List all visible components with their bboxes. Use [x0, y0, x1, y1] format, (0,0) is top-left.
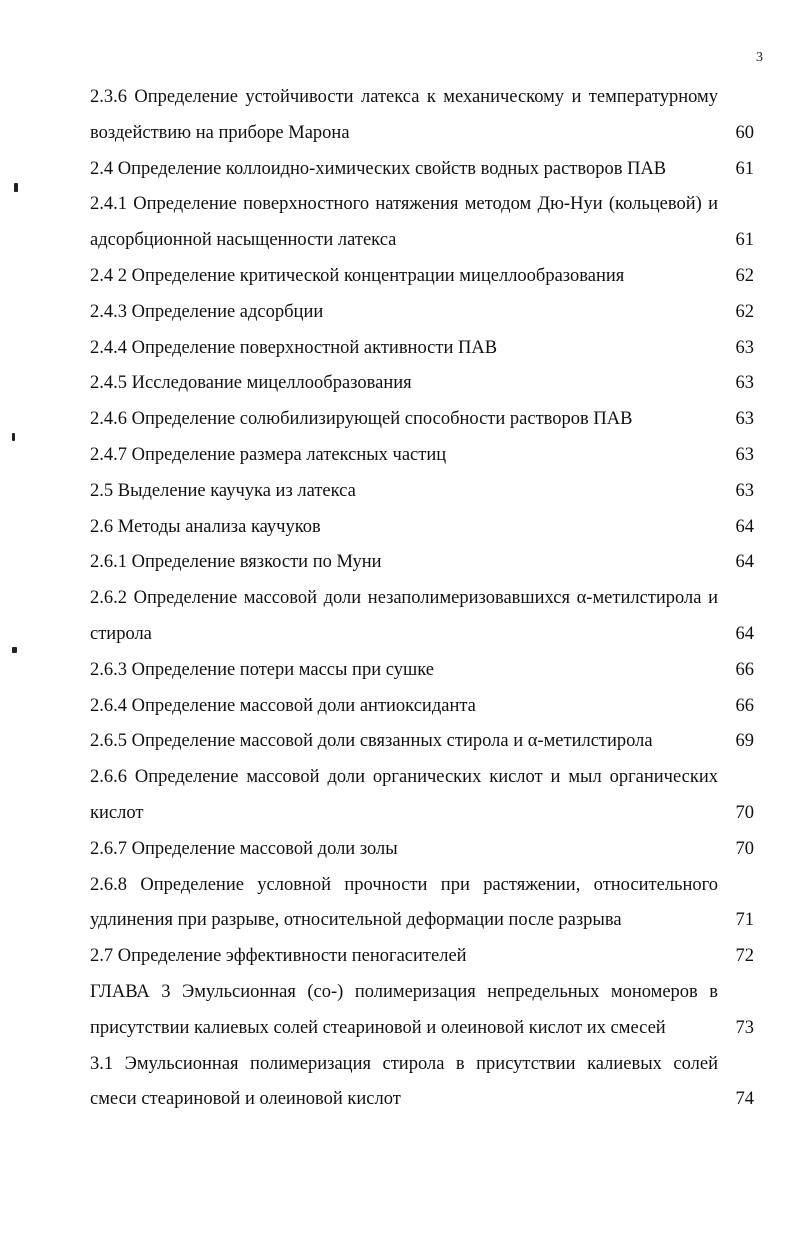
toc-entry-page: 62: [735, 265, 754, 286]
toc-entry-title: 2.6.6 Определение массовой доли органических кислот и мыл органических кислот: [90, 767, 718, 823]
toc-entry-page: 73: [735, 1017, 754, 1038]
toc-entry[interactable]: [90, 724, 754, 760]
toc-entry-page: 63: [735, 337, 754, 358]
toc-entry-title: 3.1 Эмульсионная полимеризация стирола в присутствии калиевых солей смеси стеариновой и олеиновой кислот: [90, 1053, 718, 1110]
toc-entry-title: 2.6.5 Определение массовой доли связанных стирола и α-метилстирола: [90, 731, 653, 752]
toc-entry-page: 63: [735, 409, 754, 430]
toc-entry-title: 2.5 Выделение каучука из латекса: [90, 480, 356, 501]
toc-entry-title: 2.6.8 Определение условной прочности при растяжении, относительного удлинения при разрыве, относительной деформации после разрыва: [90, 874, 718, 931]
toc-entry[interactable]: [90, 295, 754, 331]
toc-entry-title: 2.6.4 Определение массовой доли антиоксиданта: [90, 695, 476, 716]
toc-entry-page: 60: [735, 122, 754, 143]
toc-entry[interactable]: [90, 259, 754, 295]
toc-entry[interactable]: [90, 152, 754, 188]
toc-entry-title: 2.6.3 Определение потери массы при сушке: [90, 659, 434, 680]
toc-entry[interactable]: [90, 653, 754, 689]
toc-entry[interactable]: [90, 760, 754, 832]
toc-entry-title: 2.4.7 Определение размера латексных частиц: [90, 444, 447, 465]
toc-entry[interactable]: [90, 939, 754, 975]
toc-entry[interactable]: [90, 868, 754, 940]
toc-entry-page: 66: [735, 695, 754, 716]
toc-entry[interactable]: [90, 80, 754, 152]
toc-entry-title: 2.6.7 Определение массовой доли золы: [90, 838, 398, 859]
scan-mark: [14, 183, 18, 192]
toc-entry[interactable]: [90, 832, 754, 868]
toc-entry-page: 70: [735, 838, 754, 859]
toc-entry-page: 70: [735, 802, 754, 823]
toc-entry-page: 64: [735, 516, 754, 537]
toc-entry-page: 66: [735, 659, 754, 680]
toc-entry-page: 63: [735, 373, 754, 394]
toc-entry-title: 2.4.3 Определение адсорбции: [90, 301, 324, 322]
toc-entry-page: 64: [735, 552, 754, 573]
toc-entry[interactable]: [90, 545, 754, 581]
toc-entry[interactable]: [90, 581, 754, 653]
toc-entry[interactable]: [90, 474, 754, 510]
toc-entry-page: 63: [735, 444, 754, 465]
toc-entry[interactable]: [90, 975, 754, 1047]
page-number: 3: [756, 50, 763, 65]
scan-mark: [12, 433, 15, 441]
toc-entry-title: 2.4.5 Исследование мицеллообразования: [90, 373, 412, 394]
toc-entry-page: 74: [735, 1089, 754, 1110]
toc-entry-title: 2.4 2 Определение критической концентрации мицеллообразования: [90, 265, 625, 286]
toc-entry-title: ГЛАВА 3 Эмульсионная (со-) полимеризация непредельных мономеров в присутствии калиевых солей стеариновой и олеиновой кислот их смесей: [90, 981, 718, 1038]
toc-entry-page: 61: [735, 158, 754, 179]
toc-entry-page: 61: [735, 230, 754, 251]
toc-entry-page: 62: [735, 301, 754, 322]
toc-entry-page: 71: [735, 910, 754, 931]
toc-entry[interactable]: [90, 366, 754, 402]
toc-entry-title: 2.4 Определение коллоидно-химических свойств водных растворов ПАВ: [90, 158, 667, 179]
scan-mark: [12, 647, 17, 653]
toc-entry-title: 2.4.6 Определение солюбилизирующей способности растворов ПАВ: [90, 409, 633, 430]
toc-entry-title: 2.6 Методы анализа каучуков: [90, 516, 321, 537]
toc-entry[interactable]: [90, 438, 754, 474]
toc-entry[interactable]: [90, 402, 754, 438]
toc-entry[interactable]: [90, 1047, 754, 1119]
toc-entry-title: 2.3.6 Определение устойчивости латекса к механическому и температурному воздействию на приборе Марона: [90, 87, 718, 143]
toc-entry[interactable]: [90, 689, 754, 725]
toc-entry[interactable]: [90, 331, 754, 367]
toc-entry-title: 2.6.2 Определение массовой доли незаполимеризовавшихся α-метилстирола и стирола: [90, 588, 718, 644]
toc-entry-page: 69: [735, 731, 754, 752]
toc-entry-title: 2.4.1 Определение поверхностного натяжения методом Дю-Нуи (кольцевой) и адсорбционной насыщенности латекса: [90, 194, 718, 251]
toc-entry-page: 63: [735, 480, 754, 501]
toc-entry-title: 2.7 Определение эффективности пеногасителей: [90, 946, 467, 967]
table-of-contents: [90, 80, 754, 1118]
toc-entry-title: 2.6.1 Определение вязкости по Муни: [90, 552, 382, 573]
toc-entry-title: 2.4.4 Определение поверхностной активности ПАВ: [90, 337, 498, 358]
toc-entry[interactable]: [90, 510, 754, 546]
toc-entry-page: 72: [735, 946, 754, 967]
toc-entry[interactable]: [90, 187, 754, 259]
toc-entry-page: 64: [735, 623, 754, 644]
